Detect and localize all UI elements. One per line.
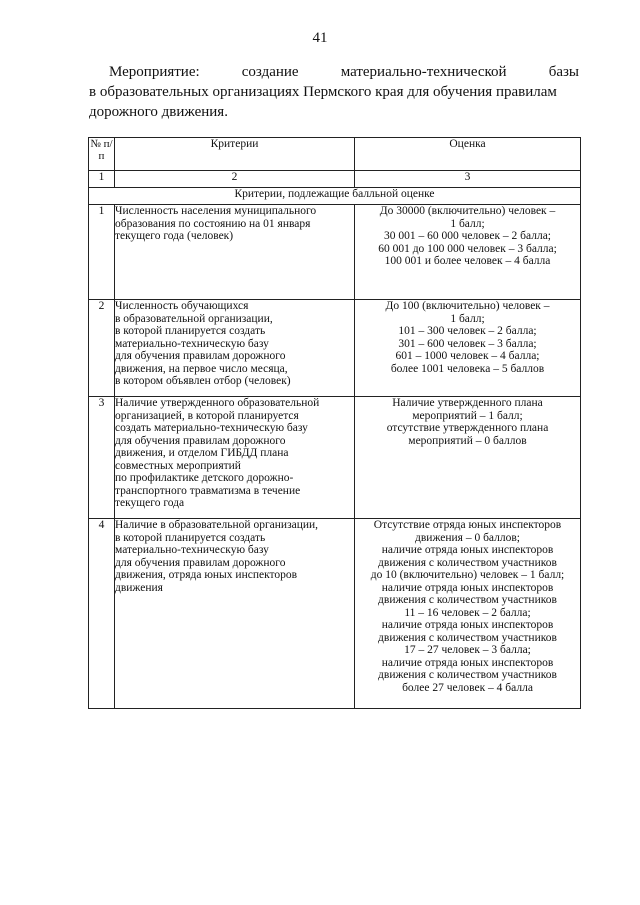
row-number: 4 — [89, 519, 115, 709]
header-score: Оценка — [355, 138, 581, 171]
score-line: движения с количеством участников — [378, 556, 557, 569]
table-row — [89, 397, 581, 519]
criteria-line: организацией, в которой планируется — [115, 409, 299, 422]
score-line: наличие отряда юных инспекторов — [381, 619, 554, 631]
criteria-cell — [115, 397, 355, 519]
criteria-line: образования по состоянию на 01 января — [115, 217, 311, 230]
criteria-cell — [115, 205, 355, 300]
criteria-line: Наличие утвержденного образовательной — [115, 397, 320, 409]
criteria-line: в которой планируется создать — [115, 325, 266, 337]
score-line: движения с количеством участников — [378, 631, 557, 644]
intro-line: в образовательных организациях Пермского края для обучения правилам — [89, 84, 557, 100]
criteria-line: для обучения правилам дорожного — [115, 556, 286, 569]
score-cell — [355, 397, 581, 519]
score-line: 1 балл; — [450, 312, 485, 325]
score-line: наличие отряда юных инспекторов — [381, 544, 554, 556]
score-line: движения с количеством участников — [378, 669, 557, 681]
score-line: Наличие утвержденного плана — [392, 397, 543, 409]
criteria-rows — [89, 205, 581, 709]
score-line: 1 балл; — [450, 217, 485, 230]
score-cell — [355, 205, 581, 300]
criteria-line: Численность населения муниципального — [115, 205, 317, 217]
row-number: 3 — [89, 397, 115, 519]
score-line: наличие отряда юных инспекторов — [381, 581, 554, 594]
row-number: 2 — [89, 300, 115, 397]
column-index-row — [89, 171, 581, 188]
score-line: До 100 (включительно) человек – — [385, 300, 550, 312]
intro-word: базы — [548, 64, 579, 80]
criteria-line: транспортного травматизма в течение — [115, 484, 301, 497]
header-criteria: Критерии — [115, 138, 355, 171]
score-line: 11 – 16 человек – 2 балла; — [404, 606, 531, 619]
row-number: 1 — [89, 205, 115, 300]
score-line: 17 – 27 человек – 3 балла; — [404, 644, 531, 656]
criteria-line: движения — [115, 581, 163, 594]
intro-first-line — [89, 62, 579, 82]
score-cell — [355, 300, 581, 397]
score-line: движения с количеством участников — [378, 594, 557, 606]
criteria-line: материально-техническую базу — [115, 337, 269, 350]
column-index: 1 — [89, 171, 115, 188]
score-line: мероприятий – 1 балл; — [412, 409, 523, 422]
score-line: более 27 человек – 4 балла — [402, 681, 533, 694]
criteria-line: движения, отряда юных инспекторов — [115, 569, 298, 581]
score-line: до 10 (включительно) человек – 1 балл; — [370, 569, 565, 581]
criteria-line: текущего года (человек) — [115, 230, 234, 242]
score-line: 101 – 300 человек – 2 балла; — [398, 325, 537, 337]
criteria-line: Численность обучающихся — [115, 300, 249, 312]
criteria-line: по профилактике детского дорожно- — [115, 472, 294, 484]
intro-paragraph — [89, 62, 579, 122]
criteria-line: для обучения правилам дорожного — [115, 350, 286, 362]
intro-word: создание — [241, 64, 299, 80]
criteria-cell — [115, 300, 355, 397]
criteria-line: текущего года — [115, 497, 185, 509]
score-line: 30 001 – 60 000 человек – 2 балла; — [383, 230, 551, 242]
table-header-row — [89, 138, 581, 171]
score-line: движения – 0 баллов; — [415, 531, 520, 544]
criteria-table — [88, 137, 581, 709]
criteria-line: в образовательной организации, — [115, 312, 273, 325]
score-line: более 1001 человека – 5 баллов — [390, 362, 545, 375]
table-row — [89, 205, 581, 300]
score-line: 60 001 до 100 000 человек – 3 балла; — [378, 242, 557, 255]
column-index: 2 — [115, 171, 355, 188]
criteria-line: Наличие в образовательной организации, — [115, 519, 319, 531]
score-line: отсутствие утвержденного плана — [386, 422, 549, 434]
criteria-cell — [115, 519, 355, 709]
score-line: Отсутствие отряда юных инспекторов — [373, 519, 562, 531]
criteria-line: в которой планируется создать — [115, 531, 266, 544]
criteria-line: движения, на первое число месяца, — [115, 362, 288, 375]
section-title: Критерии, подлежащие балльной оценке — [89, 188, 581, 205]
criteria-line: в котором объявлен отбор (человек) — [115, 375, 291, 387]
intro-line: дорожного движения. — [89, 104, 228, 120]
column-index: 3 — [355, 171, 581, 188]
criteria-line: для обучения правилам дорожного — [115, 434, 286, 447]
header-num: № п/п — [89, 138, 115, 171]
intro-word: материально-технической — [340, 64, 507, 80]
table-row — [89, 519, 581, 709]
score-line: 100 001 и более человек – 4 балла — [384, 255, 551, 267]
score-cell — [355, 519, 581, 709]
intro-word: Мероприятие: — [109, 64, 200, 80]
score-line: До 30000 (включительно) человек – — [379, 205, 556, 217]
score-line: 601 – 1000 человек – 4 балла; — [395, 350, 540, 362]
criteria-line: создать материально-техническую базу — [115, 422, 308, 434]
score-line: мероприятий – 0 баллов — [408, 434, 527, 447]
table-row — [89, 300, 581, 397]
page-number: 41 — [312, 30, 328, 46]
score-line: наличие отряда юных инспекторов — [381, 656, 554, 669]
section-row — [89, 188, 581, 205]
criteria-line: совместных мероприятий — [115, 459, 241, 472]
criteria-line: движения, и отделом ГИБДД плана — [115, 447, 289, 459]
criteria-line: материально-техническую базу — [115, 544, 269, 556]
score-line: 301 – 600 человек – 3 балла; — [398, 337, 537, 350]
